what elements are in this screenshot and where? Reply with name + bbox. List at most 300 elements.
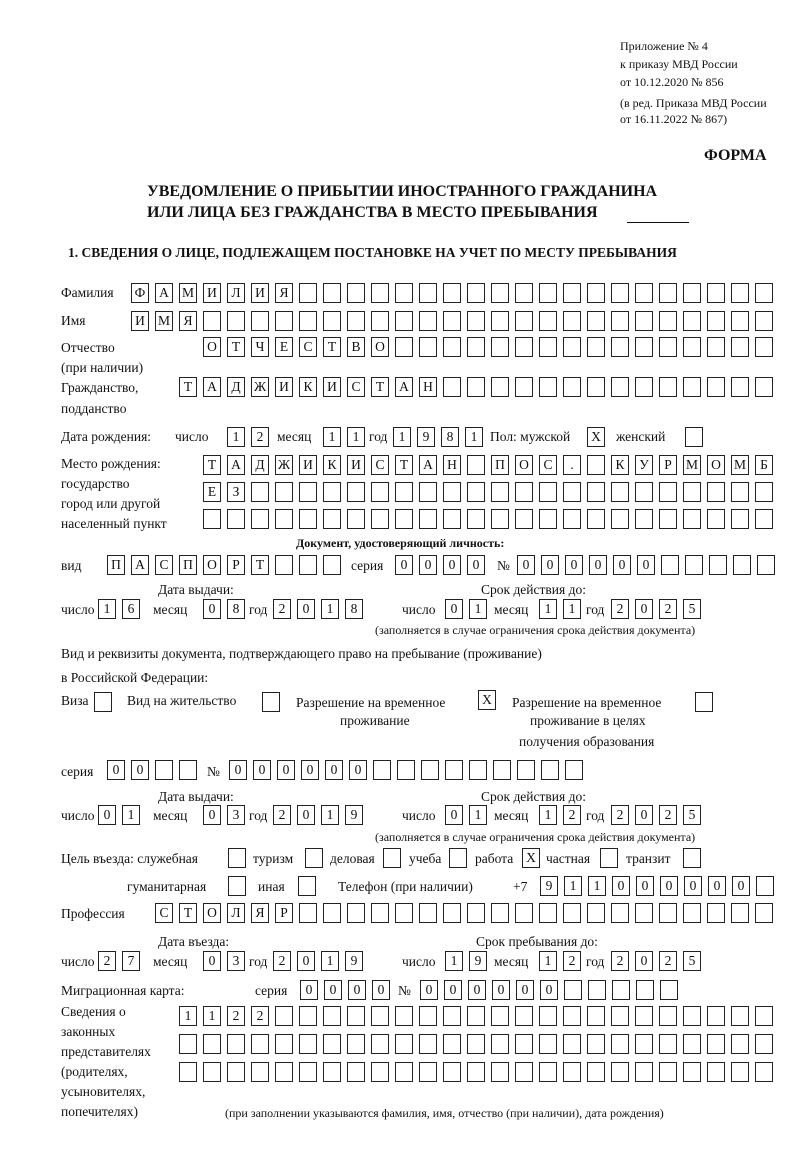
profession-cell[interactable] xyxy=(731,903,749,923)
place-of-stay-blank[interactable] xyxy=(627,206,689,223)
citizenship-cell[interactable] xyxy=(587,377,605,397)
right-issue-year-cell[interactable]: 9 xyxy=(345,805,363,825)
doc-kind-cell[interactable]: А xyxy=(131,555,149,575)
reps2-cell[interactable] xyxy=(707,1034,725,1054)
citizenship-cell[interactable] xyxy=(539,377,557,397)
pob2-cell[interactable] xyxy=(755,482,773,502)
reps2-cell[interactable] xyxy=(515,1034,533,1054)
pob2-cell[interactable] xyxy=(539,482,557,502)
pob2-cell[interactable] xyxy=(635,482,653,502)
patronymic-cell[interactable] xyxy=(491,337,509,357)
name-cell[interactable] xyxy=(707,311,725,331)
patronymic-cell[interactable]: Т xyxy=(323,337,341,357)
citizenship-cell[interactable]: К xyxy=(299,377,317,397)
pob3-cell[interactable] xyxy=(515,509,533,529)
mc-number-cell[interactable]: 0 xyxy=(516,980,534,1000)
phone-cell[interactable]: 0 xyxy=(732,876,750,896)
pob3-cell[interactable] xyxy=(203,509,221,529)
pob1-cell[interactable]: У xyxy=(635,455,653,475)
reps3-cell[interactable] xyxy=(251,1062,269,1082)
right-series-cell[interactable] xyxy=(155,760,173,780)
right-number-cell[interactable] xyxy=(421,760,439,780)
pob2-cell[interactable] xyxy=(323,482,341,502)
reps3-cell[interactable] xyxy=(539,1062,557,1082)
doc-kind-cell[interactable]: П xyxy=(107,555,125,575)
name-cell[interactable] xyxy=(515,311,533,331)
phone-cell[interactable]: 9 xyxy=(540,876,558,896)
pob2-cell[interactable] xyxy=(611,482,629,502)
pob1-cell[interactable]: Т xyxy=(395,455,413,475)
mc-number-cell[interactable]: 0 xyxy=(540,980,558,1000)
surname-cell[interactable] xyxy=(611,283,629,303)
reps3-cell[interactable] xyxy=(563,1062,581,1082)
pob3-cell[interactable] xyxy=(611,509,629,529)
mc-number-cell[interactable] xyxy=(660,980,678,1000)
pob3-cell[interactable] xyxy=(347,509,365,529)
pob1-cell[interactable]: А xyxy=(419,455,437,475)
phone-cell[interactable]: 0 xyxy=(684,876,702,896)
reps3-cell[interactable] xyxy=(227,1062,245,1082)
doc-number-cell[interactable] xyxy=(757,555,775,575)
surname-cell[interactable]: А xyxy=(155,283,173,303)
reps3-cell[interactable] xyxy=(371,1062,389,1082)
patronymic-cell[interactable] xyxy=(587,337,605,357)
p-tourism-cell[interactable] xyxy=(305,848,323,868)
profession-cell[interactable]: С xyxy=(155,903,173,923)
p-work-cell[interactable]: X xyxy=(522,848,540,868)
pob2-cell[interactable] xyxy=(515,482,533,502)
mc-number-cell[interactable]: 0 xyxy=(444,980,462,1000)
surname-cell[interactable] xyxy=(755,283,773,303)
reps1-cell[interactable]: 1 xyxy=(179,1006,197,1026)
patronymic-cell[interactable] xyxy=(755,337,773,357)
reps2-cell[interactable] xyxy=(299,1034,317,1054)
reps1-cell[interactable] xyxy=(395,1006,413,1026)
citizenship-cell[interactable] xyxy=(755,377,773,397)
mc-number-cell[interactable]: 0 xyxy=(468,980,486,1000)
dob-day-cell[interactable]: 2 xyxy=(251,427,269,447)
name-cell[interactable] xyxy=(491,311,509,331)
mc-number-cell[interactable] xyxy=(612,980,630,1000)
doc-series-cell[interactable]: 0 xyxy=(395,555,413,575)
right-number-cell[interactable] xyxy=(565,760,583,780)
doc-valid-year-cell[interactable]: 2 xyxy=(611,599,629,619)
pob1-cell[interactable]: И xyxy=(299,455,317,475)
reps1-cell[interactable] xyxy=(323,1006,341,1026)
pob2-cell[interactable] xyxy=(395,482,413,502)
doc-number-cell[interactable] xyxy=(685,555,703,575)
pob1-cell[interactable] xyxy=(467,455,485,475)
pob3-cell[interactable] xyxy=(299,509,317,529)
reps1-cell[interactable] xyxy=(539,1006,557,1026)
right-series-cell[interactable]: 0 xyxy=(131,760,149,780)
doc-number-cell[interactable] xyxy=(709,555,727,575)
surname-cell[interactable] xyxy=(587,283,605,303)
pob3-cell[interactable] xyxy=(419,509,437,529)
right-number-cell[interactable]: 0 xyxy=(325,760,343,780)
surname-cell[interactable] xyxy=(731,283,749,303)
phone-cell[interactable]: 0 xyxy=(708,876,726,896)
p-transit-cell[interactable] xyxy=(683,848,701,868)
doc-valid-month-cell[interactable]: 1 xyxy=(563,599,581,619)
pob1-cell[interactable]: Б xyxy=(755,455,773,475)
stay-year-cell[interactable]: 0 xyxy=(635,951,653,971)
profession-cell[interactable] xyxy=(347,903,365,923)
doc-number-cell[interactable]: 0 xyxy=(613,555,631,575)
name-cell[interactable] xyxy=(251,311,269,331)
reps2-cell[interactable] xyxy=(179,1034,197,1054)
doc-kind-cell[interactable]: П xyxy=(179,555,197,575)
mc-number-cell[interactable] xyxy=(588,980,606,1000)
profession-cell[interactable]: Л xyxy=(227,903,245,923)
pob1-cell[interactable]: М xyxy=(683,455,701,475)
patronymic-cell[interactable] xyxy=(635,337,653,357)
citizenship-cell[interactable] xyxy=(707,377,725,397)
reps2-cell[interactable] xyxy=(323,1034,341,1054)
reps3-cell[interactable] xyxy=(299,1062,317,1082)
pob1-cell[interactable]: Н xyxy=(443,455,461,475)
reps3-cell[interactable] xyxy=(179,1062,197,1082)
right-number-cell[interactable] xyxy=(469,760,487,780)
sex-female-cell[interactable] xyxy=(685,427,703,447)
pob2-cell[interactable] xyxy=(467,482,485,502)
reps3-cell[interactable] xyxy=(659,1062,677,1082)
citizenship-cell[interactable]: Т xyxy=(179,377,197,397)
entry-year-cell[interactable]: 9 xyxy=(345,951,363,971)
patronymic-cell[interactable]: С xyxy=(299,337,317,357)
citizenship-cell[interactable]: Н xyxy=(419,377,437,397)
reps2-cell[interactable] xyxy=(755,1034,773,1054)
citizenship-cell[interactable]: Ж xyxy=(251,377,269,397)
right-number-cell[interactable]: 0 xyxy=(301,760,319,780)
doc-issue-year-cell[interactable]: 8 xyxy=(345,599,363,619)
name-cell[interactable] xyxy=(587,311,605,331)
reps2-cell[interactable] xyxy=(419,1034,437,1054)
pob3-cell[interactable] xyxy=(395,509,413,529)
entry-year-cell[interactable]: 0 xyxy=(297,951,315,971)
mc-series-cell[interactable]: 0 xyxy=(372,980,390,1000)
surname-cell[interactable]: Я xyxy=(275,283,293,303)
doc-kind-cell[interactable]: Р xyxy=(227,555,245,575)
citizenship-cell[interactable] xyxy=(467,377,485,397)
reps2-cell[interactable] xyxy=(659,1034,677,1054)
doc-series-cell[interactable]: 0 xyxy=(443,555,461,575)
name-cell[interactable] xyxy=(611,311,629,331)
surname-cell[interactable] xyxy=(371,283,389,303)
mc-number-cell[interactable]: 0 xyxy=(420,980,438,1000)
right-number-cell[interactable] xyxy=(493,760,511,780)
reps3-cell[interactable] xyxy=(611,1062,629,1082)
reps2-cell[interactable] xyxy=(395,1034,413,1054)
pob3-cell[interactable] xyxy=(227,509,245,529)
right-valid-day-cell[interactable]: 1 xyxy=(469,805,487,825)
pob3-cell[interactable] xyxy=(755,509,773,529)
right-number-cell[interactable] xyxy=(445,760,463,780)
right-series-cell[interactable] xyxy=(179,760,197,780)
profession-cell[interactable] xyxy=(707,903,725,923)
mc-series-cell[interactable]: 0 xyxy=(348,980,366,1000)
pob2-cell[interactable] xyxy=(419,482,437,502)
right-number-cell[interactable] xyxy=(517,760,535,780)
pob2-cell[interactable]: Е xyxy=(203,482,221,502)
surname-cell[interactable] xyxy=(515,283,533,303)
pob1-cell[interactable]: С xyxy=(371,455,389,475)
pob3-cell[interactable] xyxy=(539,509,557,529)
reps1-cell[interactable] xyxy=(467,1006,485,1026)
pob3-cell[interactable] xyxy=(371,509,389,529)
reps1-cell[interactable]: 1 xyxy=(203,1006,221,1026)
dob-year-cell[interactable]: 8 xyxy=(441,427,459,447)
profession-cell[interactable] xyxy=(299,903,317,923)
visa-cell[interactable] xyxy=(94,692,112,712)
pob3-cell[interactable] xyxy=(443,509,461,529)
stay-year-cell[interactable]: 2 xyxy=(659,951,677,971)
pob3-cell[interactable] xyxy=(707,509,725,529)
right-valid-month-cell[interactable]: 2 xyxy=(563,805,581,825)
doc-kind-cell[interactable]: Т xyxy=(251,555,269,575)
pob1-cell[interactable]: Т xyxy=(203,455,221,475)
surname-cell[interactable] xyxy=(347,283,365,303)
profession-cell[interactable] xyxy=(371,903,389,923)
pob2-cell[interactable] xyxy=(587,482,605,502)
citizenship-cell[interactable]: И xyxy=(323,377,341,397)
sex-male-cell[interactable]: X xyxy=(587,427,605,447)
right-valid-year-cell[interactable]: 5 xyxy=(683,805,701,825)
pob3-cell[interactable] xyxy=(563,509,581,529)
surname-cell[interactable] xyxy=(707,283,725,303)
right-number-cell[interactable]: 0 xyxy=(277,760,295,780)
name-cell[interactable] xyxy=(419,311,437,331)
surname-cell[interactable]: М xyxy=(179,283,197,303)
reps3-cell[interactable] xyxy=(635,1062,653,1082)
doc-kind-cell[interactable] xyxy=(323,555,341,575)
profession-cell[interactable] xyxy=(491,903,509,923)
profession-cell[interactable] xyxy=(659,903,677,923)
doc-valid-day-cell[interactable]: 1 xyxy=(469,599,487,619)
dob-year-cell[interactable]: 1 xyxy=(393,427,411,447)
reps3-cell[interactable] xyxy=(443,1062,461,1082)
reps1-cell[interactable]: 2 xyxy=(227,1006,245,1026)
pob3-cell[interactable] xyxy=(467,509,485,529)
pob2-cell[interactable] xyxy=(563,482,581,502)
profession-cell[interactable] xyxy=(419,903,437,923)
doc-valid-year-cell[interactable]: 2 xyxy=(659,599,677,619)
surname-cell[interactable]: И xyxy=(251,283,269,303)
name-cell[interactable] xyxy=(227,311,245,331)
surname-cell[interactable] xyxy=(491,283,509,303)
profession-cell[interactable] xyxy=(611,903,629,923)
phone-cell[interactable]: 0 xyxy=(660,876,678,896)
doc-number-cell[interactable]: 0 xyxy=(541,555,559,575)
edu-cell[interactable] xyxy=(695,692,713,712)
pob1-cell[interactable]: П xyxy=(491,455,509,475)
patronymic-cell[interactable] xyxy=(659,337,677,357)
entry-year-cell[interactable]: 2 xyxy=(273,951,291,971)
right-issue-day-cell[interactable]: 1 xyxy=(122,805,140,825)
reps2-cell[interactable] xyxy=(587,1034,605,1054)
profession-cell[interactable] xyxy=(587,903,605,923)
right-number-cell[interactable] xyxy=(373,760,391,780)
reps1-cell[interactable] xyxy=(371,1006,389,1026)
right-number-cell[interactable] xyxy=(541,760,559,780)
stay-year-cell[interactable]: 2 xyxy=(611,951,629,971)
dob-year-cell[interactable]: 9 xyxy=(417,427,435,447)
pob1-cell[interactable]: М xyxy=(731,455,749,475)
reps3-cell[interactable] xyxy=(491,1062,509,1082)
patronymic-cell[interactable] xyxy=(467,337,485,357)
dob-year-cell[interactable]: 1 xyxy=(465,427,483,447)
name-cell[interactable] xyxy=(755,311,773,331)
doc-valid-year-cell[interactable]: 0 xyxy=(635,599,653,619)
stay-day-cell[interactable]: 1 xyxy=(445,951,463,971)
doc-number-cell[interactable] xyxy=(661,555,679,575)
citizenship-cell[interactable] xyxy=(683,377,701,397)
patronymic-cell[interactable] xyxy=(683,337,701,357)
reps1-cell[interactable] xyxy=(419,1006,437,1026)
doc-issue-month-cell[interactable]: 0 xyxy=(203,599,221,619)
entry-month-cell[interactable]: 0 xyxy=(203,951,221,971)
reps3-cell[interactable] xyxy=(515,1062,533,1082)
right-number-cell[interactable]: 0 xyxy=(253,760,271,780)
name-cell[interactable] xyxy=(635,311,653,331)
reps1-cell[interactable]: 2 xyxy=(251,1006,269,1026)
reps1-cell[interactable] xyxy=(515,1006,533,1026)
pob2-cell[interactable] xyxy=(443,482,461,502)
name-cell[interactable] xyxy=(563,311,581,331)
phone-cell[interactable]: 1 xyxy=(588,876,606,896)
right-issue-day-cell[interactable]: 0 xyxy=(98,805,116,825)
name-cell[interactable] xyxy=(299,311,317,331)
surname-cell[interactable] xyxy=(683,283,701,303)
pob3-cell[interactable] xyxy=(491,509,509,529)
pob2-cell[interactable]: З xyxy=(227,482,245,502)
pob2-cell[interactable] xyxy=(251,482,269,502)
patronymic-cell[interactable] xyxy=(395,337,413,357)
reps3-cell[interactable] xyxy=(731,1062,749,1082)
phone-cell[interactable]: 1 xyxy=(564,876,582,896)
right-issue-month-cell[interactable]: 3 xyxy=(227,805,245,825)
pob1-cell[interactable]: А xyxy=(227,455,245,475)
pob1-cell[interactable]: . xyxy=(563,455,581,475)
pob2-cell[interactable] xyxy=(659,482,677,502)
citizenship-cell[interactable] xyxy=(443,377,461,397)
reps1-cell[interactable] xyxy=(275,1006,293,1026)
right-issue-month-cell[interactable]: 0 xyxy=(203,805,221,825)
name-cell[interactable] xyxy=(467,311,485,331)
pob3-cell[interactable] xyxy=(587,509,605,529)
name-cell[interactable] xyxy=(443,311,461,331)
citizenship-cell[interactable] xyxy=(563,377,581,397)
profession-cell[interactable] xyxy=(515,903,533,923)
reps3-cell[interactable] xyxy=(275,1062,293,1082)
reps2-cell[interactable] xyxy=(563,1034,581,1054)
surname-cell[interactable] xyxy=(659,283,677,303)
patronymic-cell[interactable] xyxy=(563,337,581,357)
pob1-cell[interactable] xyxy=(587,455,605,475)
phone-cell[interactable]: 0 xyxy=(612,876,630,896)
right-valid-day-cell[interactable]: 0 xyxy=(445,805,463,825)
patronymic-cell[interactable] xyxy=(419,337,437,357)
profession-cell[interactable] xyxy=(635,903,653,923)
pob3-cell[interactable] xyxy=(323,509,341,529)
doc-number-cell[interactable]: 0 xyxy=(589,555,607,575)
stay-month-cell[interactable]: 2 xyxy=(563,951,581,971)
doc-valid-year-cell[interactable]: 5 xyxy=(683,599,701,619)
stay-day-cell[interactable]: 9 xyxy=(469,951,487,971)
doc-issue-year-cell[interactable]: 1 xyxy=(321,599,339,619)
right-valid-year-cell[interactable]: 0 xyxy=(635,805,653,825)
reps2-cell[interactable] xyxy=(491,1034,509,1054)
right-number-cell[interactable] xyxy=(397,760,415,780)
pob2-cell[interactable] xyxy=(731,482,749,502)
pob3-cell[interactable] xyxy=(731,509,749,529)
reps2-cell[interactable] xyxy=(731,1034,749,1054)
reps2-cell[interactable] xyxy=(635,1034,653,1054)
pob1-cell[interactable]: О xyxy=(707,455,725,475)
reps3-cell[interactable] xyxy=(683,1062,701,1082)
right-issue-year-cell[interactable]: 0 xyxy=(297,805,315,825)
mc-number-cell[interactable]: 0 xyxy=(492,980,510,1000)
name-cell[interactable]: Я xyxy=(179,311,197,331)
reps1-cell[interactable] xyxy=(587,1006,605,1026)
right-valid-year-cell[interactable]: 2 xyxy=(659,805,677,825)
reps2-cell[interactable] xyxy=(467,1034,485,1054)
pob1-cell[interactable]: И xyxy=(347,455,365,475)
reps1-cell[interactable] xyxy=(659,1006,677,1026)
reps1-cell[interactable] xyxy=(347,1006,365,1026)
reps2-cell[interactable] xyxy=(227,1034,245,1054)
entry-day-cell[interactable]: 2 xyxy=(98,951,116,971)
surname-cell[interactable]: И xyxy=(203,283,221,303)
reps3-cell[interactable] xyxy=(395,1062,413,1082)
patronymic-cell[interactable]: О xyxy=(371,337,389,357)
name-cell[interactable] xyxy=(683,311,701,331)
pob2-cell[interactable] xyxy=(491,482,509,502)
citizenship-cell[interactable]: Т xyxy=(371,377,389,397)
right-valid-month-cell[interactable]: 1 xyxy=(539,805,557,825)
citizenship-cell[interactable] xyxy=(635,377,653,397)
citizenship-cell[interactable] xyxy=(491,377,509,397)
name-cell[interactable] xyxy=(395,311,413,331)
pob2-cell[interactable] xyxy=(371,482,389,502)
reps2-cell[interactable] xyxy=(683,1034,701,1054)
dob-month-cell[interactable]: 1 xyxy=(347,427,365,447)
pob2-cell[interactable] xyxy=(347,482,365,502)
profession-cell[interactable] xyxy=(467,903,485,923)
temp-cell[interactable]: X xyxy=(478,690,496,710)
doc-series-cell[interactable]: 0 xyxy=(467,555,485,575)
dob-month-cell[interactable]: 1 xyxy=(323,427,341,447)
profession-cell[interactable] xyxy=(683,903,701,923)
reps1-cell[interactable] xyxy=(731,1006,749,1026)
citizenship-cell[interactable]: А xyxy=(203,377,221,397)
reps1-cell[interactable] xyxy=(755,1006,773,1026)
pob1-cell[interactable]: О xyxy=(515,455,533,475)
reps2-cell[interactable] xyxy=(347,1034,365,1054)
right-series-cell[interactable]: 0 xyxy=(107,760,125,780)
profession-cell[interactable]: Я xyxy=(251,903,269,923)
pob3-cell[interactable] xyxy=(635,509,653,529)
surname-cell[interactable] xyxy=(419,283,437,303)
reps3-cell[interactable] xyxy=(203,1062,221,1082)
name-cell[interactable] xyxy=(539,311,557,331)
citizenship-cell[interactable]: А xyxy=(395,377,413,397)
reps2-cell[interactable] xyxy=(275,1034,293,1054)
entry-day-cell[interactable]: 7 xyxy=(122,951,140,971)
doc-valid-month-cell[interactable]: 1 xyxy=(539,599,557,619)
surname-cell[interactable] xyxy=(299,283,317,303)
name-cell[interactable] xyxy=(371,311,389,331)
